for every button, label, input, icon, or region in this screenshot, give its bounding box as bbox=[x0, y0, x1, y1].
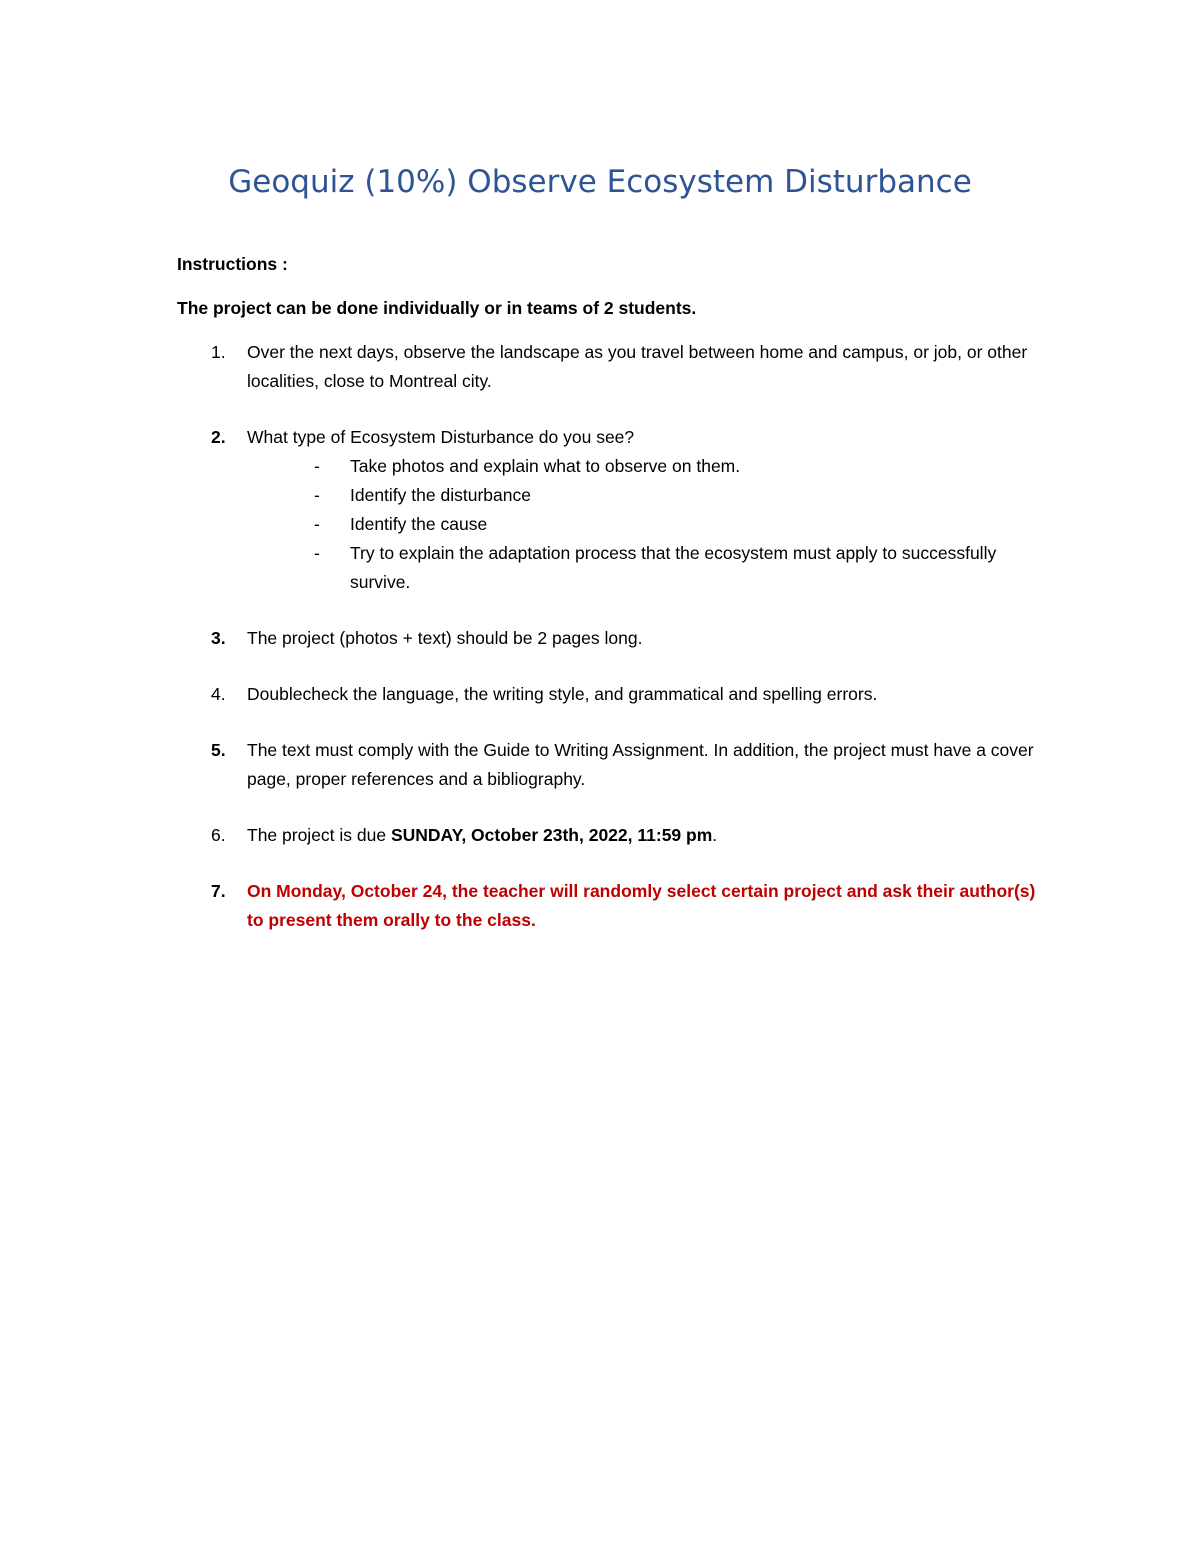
dash-bullet: - bbox=[314, 456, 320, 476]
item-text: The text must comply with the Guide to Writing Assignment. In addition, the project must have a cover page, proper references and a bibliography. bbox=[247, 740, 1034, 789]
item-text: Over the next days, observe the landscape as you travel between home and campus, or job, or other localities, close to Montreal city. bbox=[247, 342, 1028, 391]
list-item bbox=[177, 423, 1037, 597]
item-number: 2. bbox=[211, 427, 226, 447]
item-number: 3. bbox=[211, 628, 226, 648]
item-text-suffix: . bbox=[712, 825, 718, 845]
sub-item-text: Take photos and explain what to observe on them. bbox=[350, 456, 741, 476]
presentation-notice: On Monday, October 24, the teacher will randomly select certain project and ask their author(s) to present them orally to the class. bbox=[247, 881, 1036, 930]
instruction-list bbox=[177, 338, 1037, 935]
sub-list-item bbox=[247, 481, 1037, 510]
item-text: The project (photos + text) should be 2 pages long. bbox=[247, 628, 643, 648]
instructions-heading: Instructions : bbox=[177, 254, 288, 274]
list-item bbox=[177, 821, 1037, 850]
list-item bbox=[177, 338, 1037, 396]
item-text: Doublecheck the language, the writing style, and grammatical and spelling errors. bbox=[247, 684, 878, 704]
item-text-prefix: The project is due bbox=[247, 825, 391, 845]
due-date: SUNDAY, October 23th, 2022, 11:59 pm bbox=[390, 825, 713, 845]
item-number: 4. bbox=[211, 684, 226, 704]
dash-bullet: - bbox=[314, 514, 320, 534]
document-body bbox=[177, 250, 1037, 962]
list-item bbox=[177, 624, 1037, 653]
item-number: 7. bbox=[211, 881, 226, 901]
sub-item-text: Identify the cause bbox=[350, 514, 488, 534]
sub-list-item bbox=[247, 539, 1037, 597]
item-number: 6. bbox=[211, 825, 226, 845]
sub-item-text: Try to explain the adaptation process that the ecosystem must apply to successfully survive. bbox=[350, 543, 997, 592]
sub-list-item bbox=[247, 452, 1037, 481]
list-item bbox=[177, 877, 1037, 935]
sub-list-item bbox=[247, 510, 1037, 539]
document-title: Geoquiz (10%) Observe Ecosystem Disturbance bbox=[228, 164, 972, 200]
item-text: What type of Ecosystem Disturbance do you see? bbox=[247, 427, 635, 447]
sub-item-text: Identify the disturbance bbox=[350, 485, 531, 505]
dash-bullet: - bbox=[314, 485, 320, 505]
dash-bullet: - bbox=[314, 543, 320, 563]
intro-text: The project can be done individually or in teams of 2 students. bbox=[177, 298, 697, 318]
item-number: 5. bbox=[211, 740, 226, 760]
sub-list bbox=[247, 452, 1037, 597]
list-item bbox=[177, 736, 1037, 794]
list-item bbox=[177, 680, 1037, 709]
item-number: 1. bbox=[211, 342, 226, 362]
